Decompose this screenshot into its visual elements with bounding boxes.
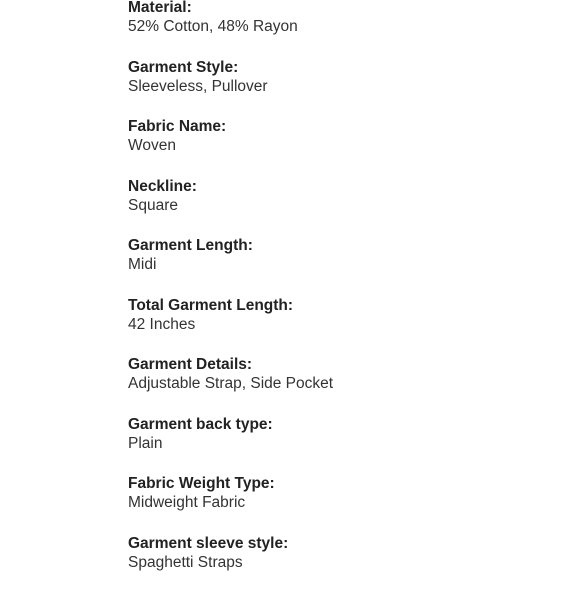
spec-label: Garment Style: xyxy=(128,58,568,77)
spec-value: Midweight Fabric xyxy=(128,493,568,512)
spec-value: Square xyxy=(128,196,568,215)
spec-value: Adjustable Strap, Side Pocket xyxy=(128,374,568,393)
spec-garment-length xyxy=(128,236,568,296)
spec-label: Neckline: xyxy=(128,177,568,196)
spec-garment-style xyxy=(128,58,568,118)
spec-label: Fabric Weight Type: xyxy=(128,474,568,493)
spec-garment-back-type xyxy=(128,415,568,475)
spec-value: Plain xyxy=(128,434,568,453)
spec-label: Material: xyxy=(128,0,568,17)
product-spec-list xyxy=(128,0,568,593)
spec-neckline xyxy=(128,177,568,237)
spec-fabric-weight-type xyxy=(128,474,568,534)
spec-label: Garment Details: xyxy=(128,355,568,374)
spec-value: Sleeveless, Pullover xyxy=(128,77,568,96)
spec-garment-details xyxy=(128,355,568,415)
spec-label: Fabric Name: xyxy=(128,117,568,136)
spec-value: Woven xyxy=(128,136,568,155)
spec-material xyxy=(128,0,568,58)
spec-label: Garment Length: xyxy=(128,236,568,255)
spec-value: Midi xyxy=(128,255,568,274)
spec-value: 52% Cotton, 48% Rayon xyxy=(128,17,568,36)
spec-value: 42 Inches xyxy=(128,315,568,334)
spec-total-garment-length xyxy=(128,296,568,356)
spec-label: Garment back type: xyxy=(128,415,568,434)
spec-label: Total Garment Length: xyxy=(128,296,568,315)
spec-label: Garment sleeve style: xyxy=(128,534,568,553)
spec-value: Spaghetti Straps xyxy=(128,553,568,572)
spec-garment-sleeve-style xyxy=(128,534,568,593)
spec-fabric-name xyxy=(128,117,568,177)
